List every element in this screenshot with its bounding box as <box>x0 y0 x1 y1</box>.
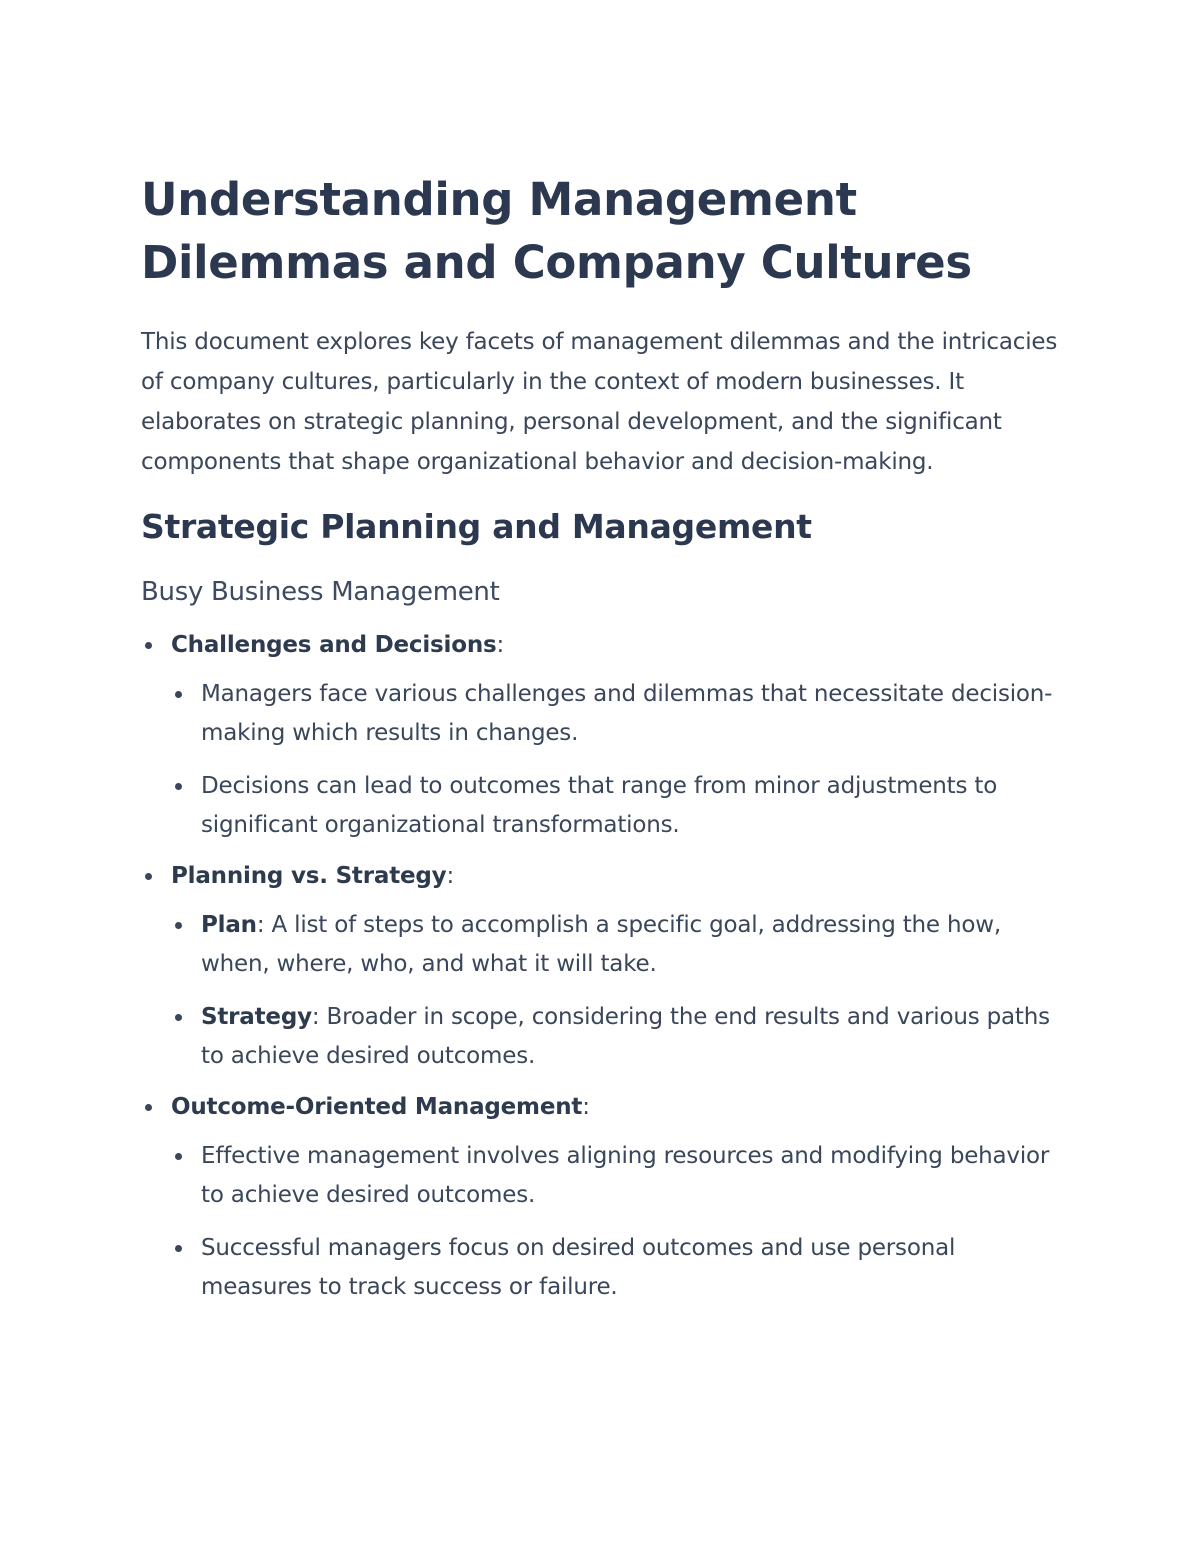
intro-paragraph: This document explores key facets of management dilemmas and the intricacies of company cultures, particularly in the context of modern businesses. It elaborates on strategic planning, personal development, and the significant components that shape organizational behavior and decision-making. <box>141 329 1058 475</box>
sub-list <box>171 1137 1066 1307</box>
topic-list <box>141 626 1066 1307</box>
topic-suffix: : <box>496 632 505 658</box>
list-item <box>201 998 1066 1076</box>
list-item <box>201 1137 1066 1215</box>
item-text: Managers face various challenges and dilemmas that necessitate decision-making which results in changes. <box>201 681 1053 746</box>
bullet-icon <box>175 1153 182 1160</box>
bullet-icon <box>175 783 182 790</box>
subsection-heading: Busy Business Management <box>141 577 500 607</box>
topic-suffix: : <box>582 1094 590 1120</box>
list-item <box>201 1229 1066 1307</box>
topic-label: Outcome-Oriented Management <box>171 1094 583 1120</box>
item-text: : Broader in scope, considering the end results and various paths to achieve desired outcomes. <box>201 1004 1050 1069</box>
bullet-icon <box>175 691 182 698</box>
topic-label: Challenges and Decisions <box>171 632 497 658</box>
list-item <box>171 626 1066 845</box>
item-text: Effective management involves aligning resources and modifying behavior to achieve desired outcomes. <box>201 1143 1050 1208</box>
list-item <box>201 675 1066 753</box>
topic-suffix: : <box>446 863 455 889</box>
list-item <box>201 906 1066 984</box>
bullet-icon <box>145 873 152 880</box>
topic-label: Planning vs. Strategy <box>171 863 447 889</box>
sub-list <box>171 906 1066 1076</box>
document-page <box>141 168 1066 1319</box>
list-item <box>201 767 1066 845</box>
item-lead: Plan <box>201 912 257 938</box>
bullet-icon <box>175 1245 182 1252</box>
list-item <box>171 1088 1066 1307</box>
item-text: : A list of steps to accomplish a specific goal, addressing the how, when, where, who, and what it will take. <box>201 912 1001 977</box>
bullet-icon <box>175 1014 182 1021</box>
section-heading: Strategic Planning and Management <box>141 507 812 546</box>
sub-list <box>171 675 1066 845</box>
item-text: Successful managers focus on desired outcomes and use personal measures to track success or failure. <box>201 1235 956 1300</box>
item-lead: Strategy <box>201 1004 312 1030</box>
list-item <box>171 857 1066 1076</box>
bullet-icon <box>175 922 182 929</box>
item-text: Decisions can lead to outcomes that range from minor adjustments to significant organizational transformations. <box>201 773 998 838</box>
document-title: Understanding Management Dilemmas and Company Cultures <box>141 173 972 289</box>
bullet-icon <box>145 1104 152 1111</box>
bullet-icon <box>145 642 152 649</box>
